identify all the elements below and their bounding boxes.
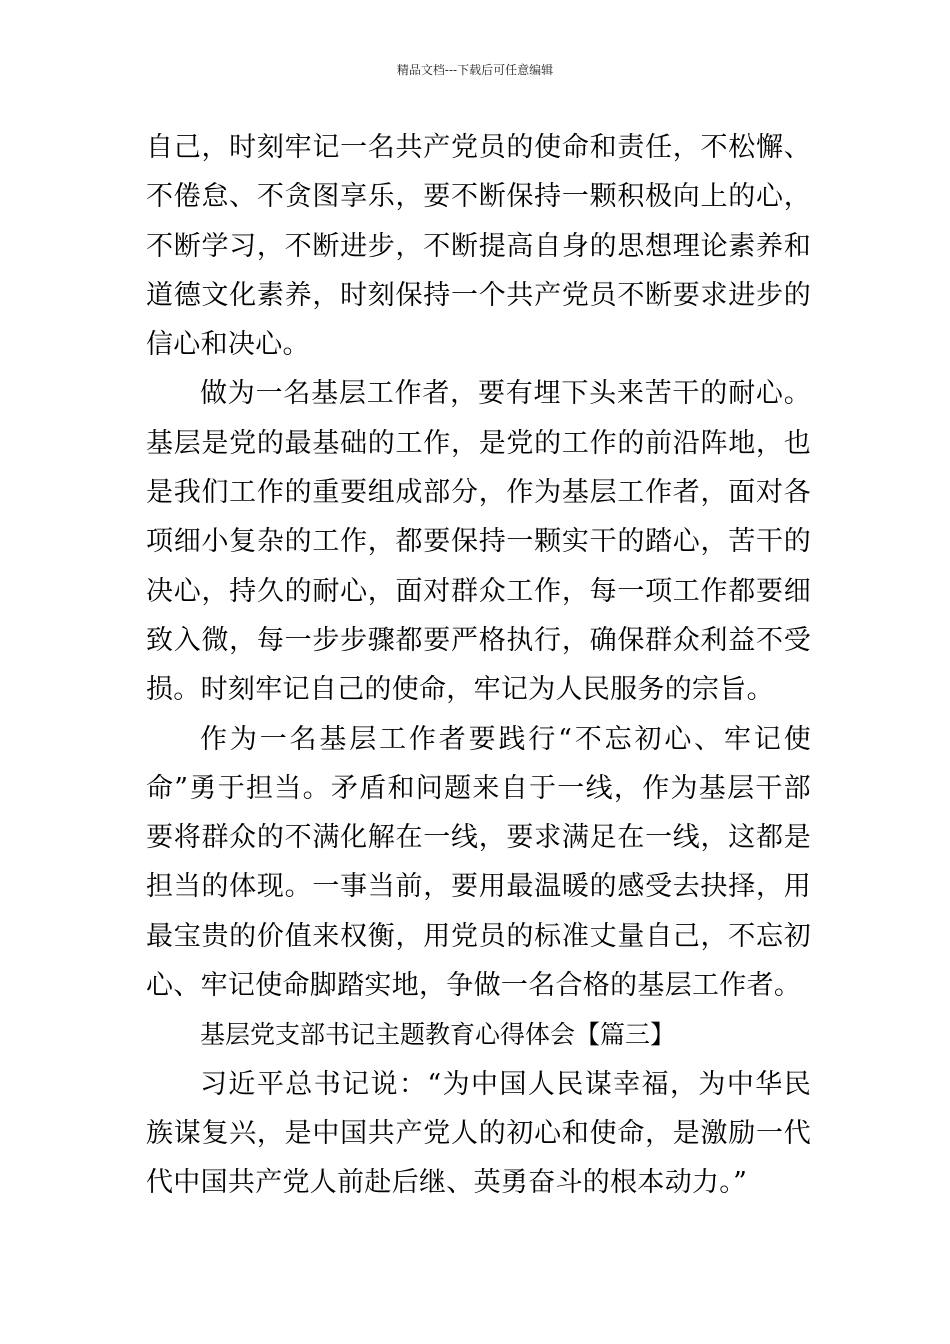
document-body xyxy=(146,123,811,1208)
paragraph-1: 自己，时刻牢记一名共产党员的使命和责任，不松懈、不倦怠、不贪图享乐，要不断保持一颗积极向上的心，不断学习，不断进步，不断提高自身的思想理论素养和道德文化素养，时刻保持一个共产党员不断要求进步的信心和决心。 xyxy=(146,132,811,361)
section-heading: 基层党支部书记主题教育心得体会【篇三】 xyxy=(200,1020,676,1050)
paragraph-4: 习近平总书记说：“为中国人民谋幸福，为中华民族谋复兴，是中国共产党人的初心和使命，是激励一代代中国共产党人前赴后继、英勇奋斗的根本动力。” xyxy=(146,1068,811,1199)
paragraph-2: 做为一名基层工作者，要有埋下头来苦干的耐心。基层是党的最基础的工作，是党的工作的前沿阵地，也是我们工作的重要组成部分，作为基层工作者，面对各项细小复杂的工作，都要保持一颗实干的踏心，苦干的决心，持久的耐心，面对群众工作，每一项工作都要细致入微，每一步步骤都要严格执行，确保群众利益不受损。时刻牢记自己的使命，牢记为人民服务的宗旨。 xyxy=(146,378,811,706)
page-header: 精品文档---下载后可任意编辑 xyxy=(396,63,554,77)
paragraph-3: 作为一名基层工作者要践行“不忘初心、牢记使命”勇于担当。矛盾和问题来自于一线，作为基层干部要将群众的不满化解在一线，要求满足在一线，这都是担当的体现。一事当前，要用最温暖的感受去抉择，用最宝贵的价值来权衡，用党员的标准丈量自己，不忘初心、牢记使命脚踏实地，争做一名合格的基层工作者。 xyxy=(146,723,811,1002)
